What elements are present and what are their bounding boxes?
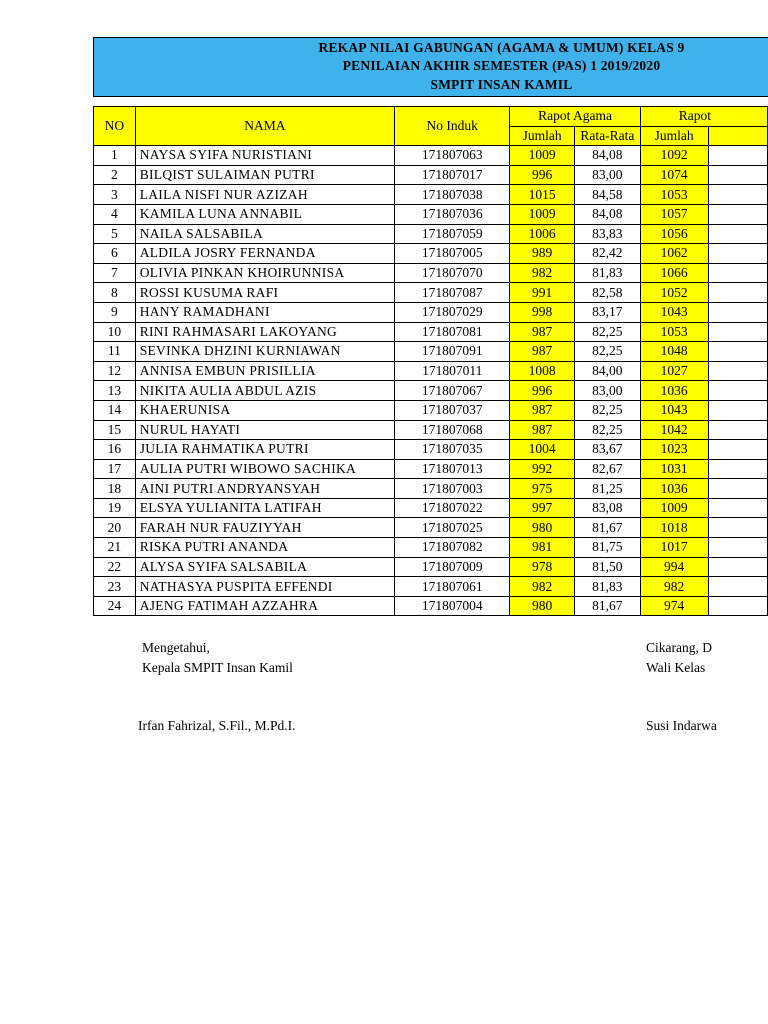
cell-nama: NAILA SALSABILA [135, 224, 394, 244]
cell-jumlah-agama: 1015 [510, 185, 575, 205]
report-school-name: SMPIT INSAN KAMIL [430, 77, 573, 92]
cell-nama: NAYSA SYIFA NURISTIANI [135, 146, 394, 166]
cell-rata-rata-agama: 83,67 [574, 440, 640, 460]
cell-rata-rata-umum [708, 204, 767, 224]
cell-jumlah-agama: 989 [510, 244, 575, 264]
cell-no: 2 [94, 165, 136, 185]
cell-rata-rata-umum [708, 322, 767, 342]
cell-no-induk: 171807036 [395, 204, 510, 224]
cell-rata-rata-umum [708, 459, 767, 479]
cell-jumlah-agama: 987 [510, 400, 575, 420]
cell-no-induk: 171807087 [395, 283, 510, 303]
cell-rata-rata-umum [708, 440, 767, 460]
cell-no: 11 [94, 342, 136, 362]
cell-no-induk: 171807025 [395, 518, 510, 538]
header-rapot-agama: Rapot Agama [510, 107, 640, 127]
cell-no-induk: 171807038 [395, 185, 510, 205]
table-row [94, 322, 768, 342]
cell-rata-rata-agama: 83,17 [574, 302, 640, 322]
cell-rata-rata-agama: 83,00 [574, 165, 640, 185]
cell-jumlah-umum: 1018 [640, 518, 708, 538]
cell-rata-rata-agama: 81,50 [574, 557, 640, 577]
cell-rata-rata-umum [708, 596, 767, 616]
cell-jumlah-umum: 1057 [640, 204, 708, 224]
cell-nama: AULIA PUTRI WIBOWO SACHIKA [135, 459, 394, 479]
kepala-sekolah-name: Irfan Fahrizal, S.Fil., M.Pd.I. [138, 718, 296, 733]
cell-rata-rata-umum [708, 518, 767, 538]
cell-nama: AINI PUTRI ANDRYANSYAH [135, 479, 394, 499]
cell-nama: SEVINKA DHZINI KURNIAWAN [135, 342, 394, 362]
place-date: Cikarang, D [646, 640, 712, 655]
cell-rata-rata-agama: 81,67 [574, 518, 640, 538]
cell-rata-rata-umum [708, 479, 767, 499]
cell-rata-rata-agama: 83,00 [574, 381, 640, 401]
cell-jumlah-agama: 996 [510, 381, 575, 401]
table-row [94, 361, 768, 381]
cell-no-induk: 171807029 [395, 302, 510, 322]
cell-no: 24 [94, 596, 136, 616]
cell-no: 8 [94, 283, 136, 303]
cell-no: 23 [94, 577, 136, 597]
cell-no-induk: 171807005 [395, 244, 510, 264]
cell-no-induk: 171807013 [395, 459, 510, 479]
cell-no: 14 [94, 400, 136, 420]
cell-jumlah-agama: 1004 [510, 440, 575, 460]
cell-no: 19 [94, 498, 136, 518]
cell-rata-rata-umum [708, 165, 767, 185]
cell-jumlah-umum: 1042 [640, 420, 708, 440]
cell-jumlah-umum: 1043 [640, 302, 708, 322]
cell-no-induk: 171807035 [395, 440, 510, 460]
header-rata-rata-agama: Rata-Rata [574, 126, 640, 146]
report-title-line-2: PENILAIAN AKHIR SEMESTER (PAS) 1 2019/2020 [342, 58, 661, 73]
cell-jumlah-agama: 978 [510, 557, 575, 577]
cell-jumlah-umum: 1056 [640, 224, 708, 244]
cell-jumlah-agama: 980 [510, 518, 575, 538]
cell-rata-rata-umum [708, 302, 767, 322]
cell-no: 13 [94, 381, 136, 401]
cell-no-induk: 171807059 [395, 224, 510, 244]
header-jumlah-agama: Jumlah [510, 126, 575, 146]
cell-no: 3 [94, 185, 136, 205]
cell-jumlah-umum: 1009 [640, 498, 708, 518]
cell-rata-rata-agama: 81,25 [574, 479, 640, 499]
cell-nama: KAMILA LUNA ANNABIL [135, 204, 394, 224]
table-row [94, 479, 768, 499]
cell-rata-rata-agama: 81,83 [574, 577, 640, 597]
cell-jumlah-agama: 1009 [510, 204, 575, 224]
cell-jumlah-umum: 1048 [640, 342, 708, 362]
cell-no: 7 [94, 263, 136, 283]
cell-no-induk: 171807017 [395, 165, 510, 185]
cell-no: 5 [94, 224, 136, 244]
header-nama: NAMA [135, 107, 394, 146]
cell-jumlah-agama: 987 [510, 322, 575, 342]
table-row [94, 342, 768, 362]
table-row [94, 204, 768, 224]
mengetahui-label: Mengetahui, [142, 640, 210, 655]
cell-no: 12 [94, 361, 136, 381]
cell-no: 10 [94, 322, 136, 342]
wali-kelas-name: Susi Indarwa [646, 718, 717, 733]
cell-no-induk: 171807003 [395, 479, 510, 499]
cell-jumlah-umum: 1023 [640, 440, 708, 460]
cell-jumlah-umum: 1036 [640, 479, 708, 499]
table-row [94, 302, 768, 322]
cell-rata-rata-agama: 83,08 [574, 498, 640, 518]
table-row [94, 596, 768, 616]
cell-rata-rata-umum [708, 185, 767, 205]
cell-nama: NATHASYA PUSPITA EFFENDI [135, 577, 394, 597]
cell-rata-rata-umum [708, 361, 767, 381]
cell-jumlah-umum: 1027 [640, 361, 708, 381]
cell-rata-rata-agama: 82,42 [574, 244, 640, 264]
cell-jumlah-agama: 981 [510, 538, 575, 558]
cell-jumlah-umum: 1062 [640, 244, 708, 264]
cell-no: 16 [94, 440, 136, 460]
cell-rata-rata-umum [708, 577, 767, 597]
cell-no-induk: 171807082 [395, 538, 510, 558]
cell-no: 21 [94, 538, 136, 558]
cell-jumlah-umum: 1066 [640, 263, 708, 283]
table-row [94, 244, 768, 264]
cell-nama: ELSYA YULIANITA LATIFAH [135, 498, 394, 518]
cell-jumlah-agama: 987 [510, 420, 575, 440]
table-row [94, 498, 768, 518]
cell-jumlah-umum: 1017 [640, 538, 708, 558]
cell-nama: ANNISA EMBUN PRISILLIA [135, 361, 394, 381]
cell-rata-rata-umum [708, 538, 767, 558]
cell-no: 22 [94, 557, 136, 577]
cell-jumlah-umum: 1053 [640, 322, 708, 342]
cell-nama: KHAERUNISA [135, 400, 394, 420]
table-row [94, 440, 768, 460]
report-title-line-1: REKAP NILAI GABUNGAN (AGAMA & UMUM) KELAS 9 [318, 40, 685, 55]
table-row [94, 283, 768, 303]
cell-jumlah-umum: 1052 [640, 283, 708, 303]
table-row [94, 557, 768, 577]
cell-rata-rata-umum [708, 557, 767, 577]
cell-jumlah-umum: 1036 [640, 381, 708, 401]
cell-rata-rata-agama: 81,83 [574, 263, 640, 283]
cell-rata-rata-umum [708, 224, 767, 244]
cell-jumlah-agama: 997 [510, 498, 575, 518]
cell-no-induk: 171807022 [395, 498, 510, 518]
cell-no-induk: 171807081 [395, 322, 510, 342]
cell-jumlah-agama: 998 [510, 302, 575, 322]
cell-jumlah-agama: 1006 [510, 224, 575, 244]
cell-rata-rata-agama: 81,75 [574, 538, 640, 558]
cell-jumlah-umum: 1031 [640, 459, 708, 479]
cell-rata-rata-agama: 82,58 [574, 283, 640, 303]
cell-nama: OLIVIA PINKAN KHOIRUNNISA [135, 263, 394, 283]
cell-no-induk: 171807037 [395, 400, 510, 420]
header-no-induk: No Induk [395, 107, 510, 146]
cell-nama: ROSSI KUSUMA RAFI [135, 283, 394, 303]
cell-no: 9 [94, 302, 136, 322]
cell-no: 20 [94, 518, 136, 538]
table-body [94, 146, 768, 616]
cell-rata-rata-umum [708, 498, 767, 518]
cell-rata-rata-umum [708, 263, 767, 283]
cell-rata-rata-agama: 82,25 [574, 342, 640, 362]
cell-jumlah-umum: 974 [640, 596, 708, 616]
cell-rata-rata-umum [708, 283, 767, 303]
cell-rata-rata-umum [708, 420, 767, 440]
table-row [94, 146, 768, 166]
table-row [94, 577, 768, 597]
cell-rata-rata-agama: 84,58 [574, 185, 640, 205]
cell-rata-rata-umum [708, 342, 767, 362]
cell-nama: NURUL HAYATI [135, 420, 394, 440]
cell-rata-rata-agama: 82,25 [574, 420, 640, 440]
cell-rata-rata-umum [708, 146, 767, 166]
table-row [94, 381, 768, 401]
cell-rata-rata-umum [708, 381, 767, 401]
cell-no: 15 [94, 420, 136, 440]
cell-nama: ALDILA JOSRY FERNANDA [135, 244, 394, 264]
cell-no: 6 [94, 244, 136, 264]
table-row [94, 224, 768, 244]
cell-jumlah-umum: 982 [640, 577, 708, 597]
cell-rata-rata-umum [708, 244, 767, 264]
table-row [94, 185, 768, 205]
cell-no-induk: 171807070 [395, 263, 510, 283]
cell-no: 17 [94, 459, 136, 479]
cell-rata-rata-agama: 82,25 [574, 400, 640, 420]
cell-no-induk: 171807011 [395, 361, 510, 381]
table-row [94, 518, 768, 538]
header-rapot-umum: Rapot [640, 107, 767, 127]
cell-jumlah-agama: 1009 [510, 146, 575, 166]
table-row [94, 400, 768, 420]
cell-jumlah-agama: 982 [510, 263, 575, 283]
table-row [94, 165, 768, 185]
cell-nama: ALYSA SYIFA SALSABILA [135, 557, 394, 577]
cell-nama: LAILA NISFI NUR AZIZAH [135, 185, 394, 205]
kepala-sekolah-title: Kepala SMPIT Insan Kamil [142, 660, 293, 675]
cell-jumlah-agama: 987 [510, 342, 575, 362]
cell-no-induk: 171807067 [395, 381, 510, 401]
header-no: NO [94, 107, 136, 146]
cell-nama: RINI RAHMASARI LAKOYANG [135, 322, 394, 342]
cell-no-induk: 171807068 [395, 420, 510, 440]
cell-no-induk: 171807063 [395, 146, 510, 166]
cell-no: 4 [94, 204, 136, 224]
cell-jumlah-agama: 991 [510, 283, 575, 303]
cell-no-induk: 171807009 [395, 557, 510, 577]
cell-jumlah-umum: 1043 [640, 400, 708, 420]
cell-jumlah-agama: 1008 [510, 361, 575, 381]
table-row [94, 538, 768, 558]
cell-jumlah-umum: 1053 [640, 185, 708, 205]
cell-rata-rata-agama: 82,25 [574, 322, 640, 342]
cell-jumlah-umum: 994 [640, 557, 708, 577]
cell-jumlah-agama: 992 [510, 459, 575, 479]
cell-jumlah-umum: 1074 [640, 165, 708, 185]
cell-nama: RISKA PUTRI ANANDA [135, 538, 394, 558]
table-row [94, 420, 768, 440]
cell-rata-rata-agama: 83,83 [574, 224, 640, 244]
cell-jumlah-agama: 996 [510, 165, 575, 185]
header-jumlah-umum: Jumlah [640, 126, 708, 146]
cell-jumlah-umum: 1092 [640, 146, 708, 166]
cell-nama: NIKITA AULIA ABDUL AZIS [135, 381, 394, 401]
cell-rata-rata-agama: 84,00 [574, 361, 640, 381]
report-title-banner [93, 37, 768, 97]
table-row [94, 459, 768, 479]
cell-jumlah-agama: 980 [510, 596, 575, 616]
header-rata-rata-umum [708, 126, 767, 146]
cell-nama: BILQIST SULAIMAN PUTRI [135, 165, 394, 185]
wali-kelas-title: Wali Kelas [646, 660, 706, 675]
cell-nama: FARAH NUR FAUZIYYAH [135, 518, 394, 538]
cell-rata-rata-umum [708, 400, 767, 420]
cell-jumlah-agama: 982 [510, 577, 575, 597]
cell-rata-rata-agama: 84,08 [574, 146, 640, 166]
cell-rata-rata-agama: 81,67 [574, 596, 640, 616]
cell-no-induk: 171807061 [395, 577, 510, 597]
cell-nama: JULIA RAHMATIKA PUTRI [135, 440, 394, 460]
cell-no: 1 [94, 146, 136, 166]
cell-nama: HANY RAMADHANI [135, 302, 394, 322]
grades-table [93, 106, 768, 616]
cell-no: 18 [94, 479, 136, 499]
table-row [94, 263, 768, 283]
cell-rata-rata-agama: 84,08 [574, 204, 640, 224]
cell-nama: AJENG FATIMAH AZZAHRA [135, 596, 394, 616]
cell-jumlah-agama: 975 [510, 479, 575, 499]
cell-rata-rata-agama: 82,67 [574, 459, 640, 479]
cell-no-induk: 171807091 [395, 342, 510, 362]
cell-no-induk: 171807004 [395, 596, 510, 616]
